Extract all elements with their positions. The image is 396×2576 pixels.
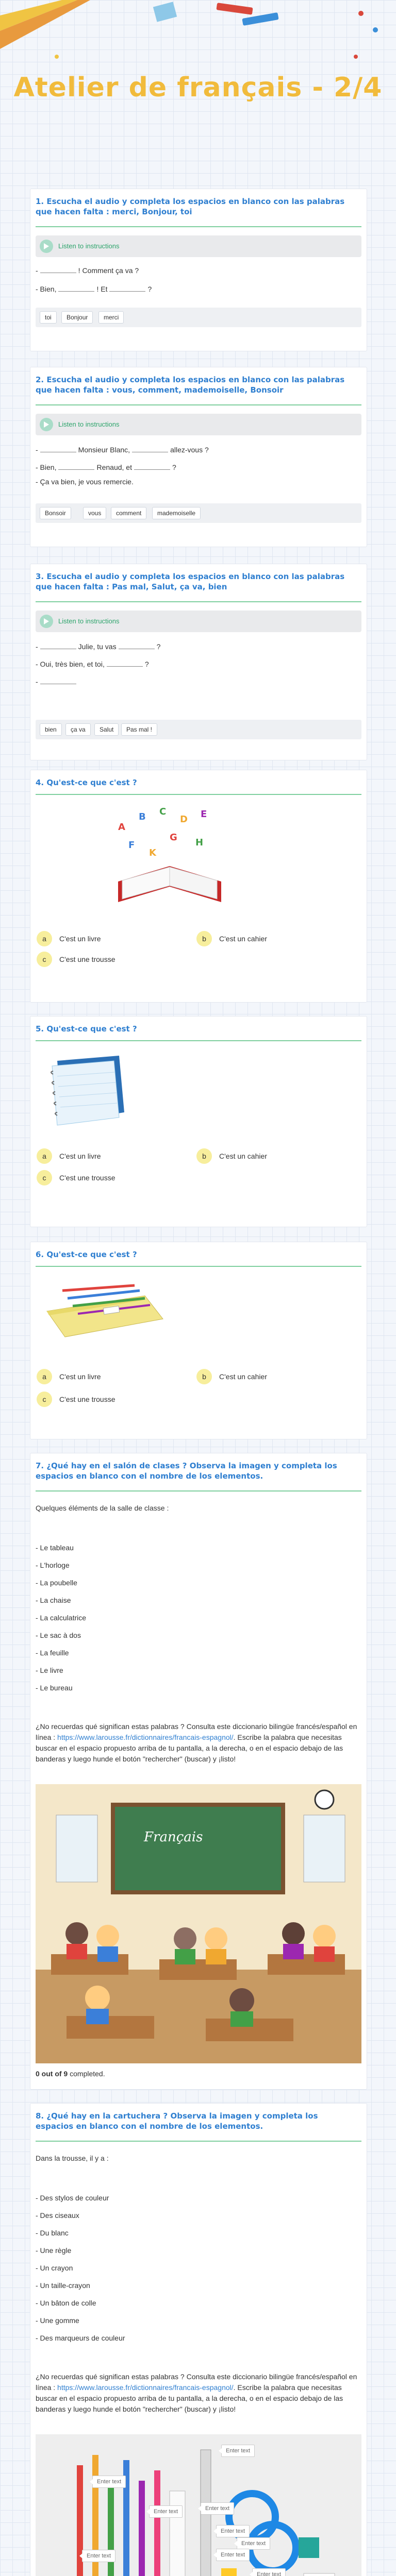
- question-6-title: 6. Qu'est-ce que c'est ?: [36, 1250, 137, 1259]
- list-item: - La feuille: [36, 1649, 69, 1657]
- enter-text-field[interactable]: Enter text: [201, 2502, 234, 2515]
- question-6-card: [30, 1242, 367, 1439]
- question-8-card: [30, 2103, 367, 2576]
- blank-input[interactable]: [40, 265, 76, 273]
- question-2-title: 2. Escucha el audio y completa los espacios en blanco con las palabras que hacen falta : vous, comment, mademoiselle, Bonsoir: [36, 375, 345, 395]
- completion-score: 0 out of 9 completed.: [36, 2070, 105, 2078]
- option-badge: c: [37, 1170, 52, 1185]
- blank-input[interactable]: [40, 676, 76, 684]
- dialogue-line-2: - Bien, ! Et ?: [36, 285, 152, 293]
- word-chip[interactable]: Bonjour: [61, 311, 93, 324]
- dictionary-help: ¿No recuerdas qué significan estas palabras ? Consulta este diccionario bilingüe francés/español en línea : https://www.larousse.fr/dictionnaires/francais-espagnol/. Escribe la palabra que necesitas buscar en el espacio propuesto arriba de tu pantalla, a la derecha, o en el espacio debajo de las banderas y luego hunde el botón "rechercher" (buscar) y ¡listo!: [36, 1722, 357, 1763]
- divider: [36, 601, 361, 602]
- dictionary-link[interactable]: https://www.larousse.fr/dictionnaires/francais-espagnol/: [57, 2383, 234, 2392]
- dialogue-line-1: - Monsieur Blanc, allez-vous ?: [36, 446, 209, 454]
- question-8-title: 8. ¿Qué hay en la cartuchera ? Observa la imagen y completa los espacios en blanco con el nombre de los elementos.: [36, 2111, 318, 2131]
- answer-option-c[interactable]: [37, 1170, 116, 1185]
- listen-instructions-button[interactable]: [36, 235, 361, 257]
- question-2-card: [30, 367, 367, 547]
- play-icon: [40, 240, 53, 253]
- option-badge: b: [196, 931, 212, 946]
- svg-text:D: D: [180, 814, 188, 825]
- dialogue-line-2: - Oui, très bien, et toi, ?: [36, 660, 149, 668]
- play-icon: [40, 615, 53, 628]
- dialogue-line-3: - Ça va bien, je vous remercie.: [36, 478, 134, 486]
- dialogue-line-3: -: [36, 676, 78, 686]
- enter-text-field[interactable]: Enter text: [252, 2568, 286, 2576]
- question-1-title: 1. Escucha el audio y completa los espacios en blanco con las palabras que hacen falta : merci, Bonjour, toi: [36, 197, 345, 216]
- listen-label: Listen to instructions: [58, 242, 120, 250]
- option-text: C'est un cahier: [219, 1372, 267, 1381]
- svg-text:E: E: [201, 809, 207, 820]
- book-image: [108, 804, 232, 912]
- question-5-card: [30, 1016, 367, 1227]
- classroom-image: [36, 1784, 361, 2063]
- blank-input[interactable]: [40, 445, 76, 452]
- question-3-title: 3. Escucha el audio y completa los espacios en blanco con las palabras que hacen falta : Pas mal, Salut, ça va, bien: [36, 572, 345, 591]
- blank-input[interactable]: [109, 284, 145, 292]
- enter-text-field[interactable]: Enter text: [216, 2549, 250, 2561]
- word-chip[interactable]: merci: [98, 311, 124, 324]
- pencil-decoration: [0, 0, 396, 72]
- list-item: - Un taille-crayon: [36, 2281, 90, 2290]
- divider: [36, 1266, 361, 1267]
- option-text: C'est une trousse: [59, 955, 116, 963]
- header: [0, 0, 396, 134]
- option-badge: a: [37, 1369, 52, 1384]
- svg-text:B: B: [139, 811, 146, 822]
- dialogue-line-1: - ! Comment ça va ?: [36, 266, 139, 275]
- answer-option-b[interactable]: [196, 931, 267, 946]
- answer-option-b[interactable]: [196, 1369, 267, 1384]
- listen-label: Listen to instructions: [58, 617, 120, 625]
- word-chip[interactable]: mademoiselle: [152, 507, 201, 519]
- divider: [36, 226, 361, 227]
- divider: [36, 794, 361, 795]
- option-badge: b: [196, 1369, 212, 1384]
- enter-text-field[interactable]: Enter text: [221, 2445, 255, 2457]
- svg-text:H: H: [195, 837, 204, 848]
- svg-text:A: A: [118, 822, 125, 833]
- dictionary-link[interactable]: https://www.larousse.fr/dictionnaires/francais-espagnol/: [57, 1733, 234, 1741]
- answer-option-a[interactable]: [37, 1369, 101, 1384]
- list-item: - Un crayon: [36, 2264, 73, 2272]
- list-item: - Une gomme: [36, 2316, 79, 2325]
- blank-input[interactable]: [58, 462, 94, 470]
- question-4-card: [30, 770, 367, 1003]
- question-3-card: [30, 564, 367, 760]
- list-item: - Des stylos de couleur: [36, 2194, 109, 2202]
- list-item: - La poubelle: [36, 1579, 77, 1587]
- svg-text:G: G: [170, 832, 177, 843]
- list-item: - Des ciseaux: [36, 2211, 79, 2219]
- word-chip[interactable]: bien: [40, 723, 62, 736]
- option-text: C'est un cahier: [219, 1152, 267, 1160]
- question-7-title: 7. ¿Qué hay en el salón de clases ? Observa la imagen y completa los espacios en blanco con el nombre de los elementos.: [36, 1461, 337, 1481]
- list-item: - Des marqueurs de couleur: [36, 2334, 125, 2342]
- option-text: C'est une trousse: [59, 1395, 116, 1403]
- blank-input[interactable]: [58, 284, 94, 292]
- listen-instructions-button[interactable]: [36, 414, 361, 435]
- question-4-title: 4. Qu'est-ce que c'est ?: [36, 778, 137, 787]
- svg-text:C: C: [159, 806, 167, 817]
- page-title: Atelier de français - 2/4: [13, 72, 383, 103]
- option-text: C'est un livre: [59, 1152, 101, 1160]
- list-item: - La calculatrice: [36, 1614, 87, 1622]
- word-chip[interactable]: Bonsoir: [40, 507, 71, 519]
- option-badge: c: [37, 952, 52, 967]
- option-text: C'est un cahier: [219, 935, 267, 943]
- notebook-image: [42, 1050, 129, 1128]
- question-5-title: 5. Qu'est-ce que c'est ?: [36, 1024, 137, 1033]
- option-badge: c: [37, 1392, 52, 1407]
- listen-label: Listen to instructions: [58, 420, 120, 428]
- list-item: - Du blanc: [36, 2229, 69, 2237]
- word-chip[interactable]: Pas mal !: [121, 723, 157, 736]
- list-item: - Le tableau: [36, 1544, 74, 1552]
- option-badge: a: [37, 931, 52, 946]
- enter-text-field[interactable]: Enter text: [82, 2550, 116, 2562]
- board-label: Français: [144, 1829, 203, 1845]
- blank-input[interactable]: [107, 659, 143, 667]
- list-item: - Le sac à dos: [36, 1631, 81, 1639]
- blank-input[interactable]: [132, 445, 168, 452]
- word-bank: [36, 720, 361, 739]
- option-badge: a: [37, 1148, 52, 1164]
- blank-input[interactable]: [134, 462, 170, 470]
- option-text: C'est une trousse: [59, 1174, 116, 1182]
- listen-instructions-button[interactable]: [36, 611, 361, 632]
- list-item: - Un bâton de colle: [36, 2299, 96, 2307]
- svg-text:K: K: [149, 848, 156, 858]
- option-badge: b: [196, 1148, 212, 1164]
- pencil-case-image: [42, 1275, 171, 1347]
- dictionary-help: ¿No recuerdas qué significan estas palabras ? Consulta este diccionario bilingüe francés/español en línea : https://www.larousse.fr/dictionnaires/francais-espagnol/. Escribe la palabra que necesitas buscar en el espacio propuesto arriba de tu pantalla, a la derecha, o en el espacio debajo de las banderas y luego hunde el botón "rechercher" (buscar) y ¡listo!: [36, 2372, 357, 2413]
- divider: [36, 404, 361, 405]
- word-chip[interactable]: ça va: [65, 723, 91, 736]
- dialogue-line-2: - Bien, Renaud, et ?: [36, 463, 176, 471]
- enter-text-field[interactable]: Enter text: [216, 2525, 250, 2537]
- list-item: - La chaise: [36, 1596, 71, 1604]
- list-item: - Le bureau: [36, 1684, 73, 1692]
- question-7-card: [30, 1453, 367, 2090]
- word-chip[interactable]: vous: [83, 507, 106, 519]
- answer-option-b[interactable]: [196, 1148, 267, 1164]
- divider: [36, 1040, 361, 1041]
- word-bank: [36, 503, 361, 523]
- intro-text: Quelques éléments de la salle de classe :: [36, 1504, 169, 1512]
- blank-input[interactable]: [40, 641, 76, 649]
- list-item: - Une règle: [36, 2246, 72, 2255]
- vocabulary-list: [36, 1539, 86, 1697]
- play-icon: [40, 418, 53, 431]
- list-item: - L'horloge: [36, 1561, 70, 1569]
- answer-option-c[interactable]: [37, 952, 116, 967]
- word-chip[interactable]: toi: [40, 311, 57, 324]
- list-item: - Le livre: [36, 1666, 63, 1674]
- question-1-card: [30, 189, 367, 351]
- vocabulary-list: [36, 2189, 125, 2347]
- word-chip[interactable]: comment: [111, 507, 146, 519]
- enter-text-field[interactable]: Enter text: [92, 2476, 126, 2488]
- word-chip[interactable]: Salut: [94, 723, 119, 736]
- enter-text-field[interactable]: Enter text: [237, 2537, 270, 2550]
- blank-input[interactable]: [119, 641, 155, 649]
- word-bank: [36, 308, 361, 327]
- svg-text:F: F: [128, 840, 135, 851]
- option-text: C'est un livre: [59, 1372, 101, 1381]
- answer-option-a[interactable]: [37, 1148, 101, 1164]
- option-text: C'est un livre: [59, 935, 101, 943]
- intro-text: Dans la trousse, il y a :: [36, 2154, 109, 2162]
- enter-text-field[interactable]: Enter text: [149, 2505, 183, 2518]
- dialogue-line-1: - Julie, tu vas ?: [36, 642, 161, 651]
- divider: [36, 2141, 361, 2142]
- divider: [36, 1490, 361, 1492]
- answer-option-a[interactable]: [37, 931, 101, 946]
- answer-option-c[interactable]: [37, 1392, 116, 1407]
